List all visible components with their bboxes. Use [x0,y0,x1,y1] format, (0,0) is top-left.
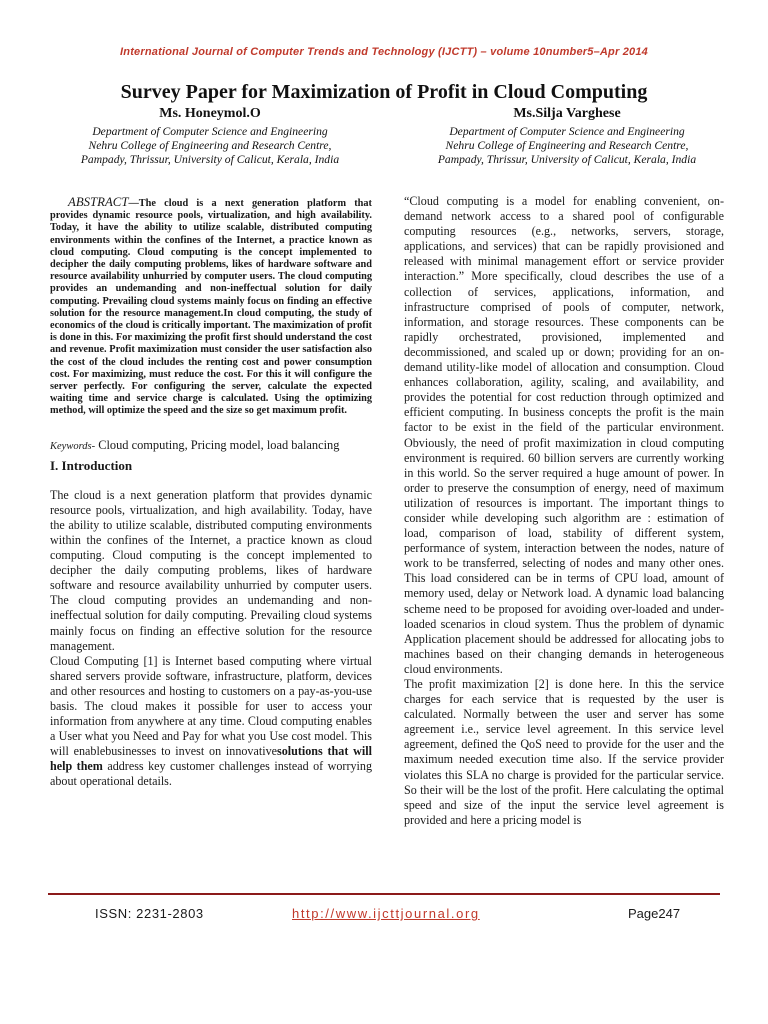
author-place: Pampady, Thrissur, University of Calicut, Kerala, India [80,153,340,166]
author-name: Ms. Honeymol.O [159,106,261,121]
intro-paragraph-1: The cloud is a next generation platform that provides dynamic resource pools, virtualization, and high availability. Today, have the ability to utilize scalable, distributed computing environments within the confines of the Internet, a practice known as cloud computing. Cloud computing is the concept implemented to decipher the daily computing problems, likes of hardware software and resource availability unhurried by computer users. The cloud computing provides an undemanding and non-ineffectual solution for daily computing. Prevailing cloud systems mainly focus on finding an effective solution for the resource management. [50,487,372,653]
right-column [404,194,724,828]
abstract-dash: — [128,198,139,209]
keywords-label: Keywords- [50,440,96,452]
page-footer [0,906,768,926]
author-place: Pampady, Thrissur, University of Calicut, Kerala, India [437,153,697,166]
abstract-label: ABSTRACT [68,195,129,209]
journal-header: International Journal of Computer Trends and Technology (IJCTT) – volume 10number5–Apr 2014 [120,46,648,58]
author-college: Nehru College of Engineering and Research Centre, [88,139,332,152]
footer-divider [48,893,720,895]
paper-title: Survey Paper for Maximization of Profit in Cloud Computing [120,81,648,103]
keywords-text: Cloud computing, Pricing model, load balancing [95,437,340,452]
author-block-1 [45,106,375,167]
footer-journal-link[interactable]: http://www.ijcttjournal.org [292,906,480,921]
author-block-2 [402,106,732,167]
left-column [50,196,372,790]
footer-page-number: Page247 [628,906,681,921]
intro-p2-text: Cloud Computing [1] is Internet based computing where virtual shared servers provide software, infrastructure, platform, devices and other resources and hosting to customers on a pay-as-you-use basis. The cloud makes it possible for user to access your information from anywhere at any time. Cloud computing enables a User what you Need and Pay for what you Use cost model. This will enablebusinesses to invest on innovative [50,653,372,759]
intro-p2-bold: solutions that will help them [50,744,372,774]
keywords [50,438,372,454]
author-department: Department of Computer Science and Engineering [92,125,328,138]
footer-issn: ISSN: 2231-2803 [95,906,204,921]
author-department: Department of Computer Science and Engineering [449,125,685,138]
abstract [50,196,372,418]
section-heading-introduction: I. Introduction [50,457,133,473]
intro-paragraph-2 [50,654,372,790]
intro-p2-tail: address key customer challenges instead of worrying about operational details. [50,759,372,789]
right-paragraph-2: The profit maximization [2] is done here. In this the service charges for each service that is requested by the user is calculated. Normally between the user and server has some agreement i.e., service level agreement. In this service level agreement, defined the QoS need to provide for the user and the maximum needed execution time also. If the service provider violates this SLA no charge is provided for the particular service. So their will be the lost of the profit. Here calculating the optimal speed and size of the input the service level agreement is provided and here a pricing model is [404,677,724,827]
right-paragraph-1: “Cloud computing is a model for enabling convenient, on-demand network access to a shared pool of configurable computing resources (e.g., networks, servers, storage, applications, and services) that can be rapidly provisioned and released with minimal management effort or service provider interaction.” More specifically, cloud describes the use of a collection of services, applications, information, and infrastructure comprised of pools of computer, network, information, and storage resources. These components can be rapidly orchestrated, provisioned, implemented and decommissioned, and scaled up or down; providing for an on-demand utility-like model of allocation and consumption. Cloud enhances collaboration, agility, scaling, and availability, and provides the potential for cost reduction through optimized and efficient computing. In business concepts the profit is the main factor to be exist in the field of the particular environment. Obviously, the need of profit maximization in cloud computing environment is required. 60 billion servers are currently working in this world. So the server required a huge amount of power. In order to preserve the consumption of energy, need of maximum utilization of resources is important. The important things to consider while developing such algorithm are : estimation of load, comparison of load, stability of different system, performance of system, interaction between the nodes, nature of work to be transferred, selecting of nodes and many other ones. This load considered can be in terms of CPU load, amount of memory used, delay or Network load. A dynamic load balancing scheme need to be proposed for avoiding over-loaded and under-loaded scenarios in cloud system. Thus the problem of dynamic Application placement should be addressed for allocating jobs to machines based on their changing demands in heterogeneous cloud environments. [404,194,724,676]
abstract-text: The cloud is a next generation platform that provides dynamic resource pools, virtualization, and high availability. Today, it have the ability to utilize scalable, distributed computing environments within the confines of the Internet, a practice known as cloud computing. Cloud computing is the concept implemented to decipher the daily computing problems, likes of hardware software and resource availability unhurried by computer users. The cloud computing provides an undemanding and non-ineffectual solution for daily computing. Prevailing cloud systems mainly focus on finding an effective solution for the resource management.In cloud computing, the study of economics of the cloud is critically important. The maximization of profit is done in this. For maximizing the profit first should understand the cost and revenue. Profit maximization must consider the user satisfaction also the cost of the cloud includes the renting cost and power consumption cost. For maximizing, must reduce the cost. For this it will configure the server perfectly. For configuring the server, calculate the expected waiting time and service charge is calculated. Using the optimizing method, will optimize the speed and the size so get maximum profit. [50,198,372,417]
author-college: Nehru College of Engineering and Research Centre, [445,139,689,152]
author-name: Ms.Silja Varghese [513,106,621,121]
